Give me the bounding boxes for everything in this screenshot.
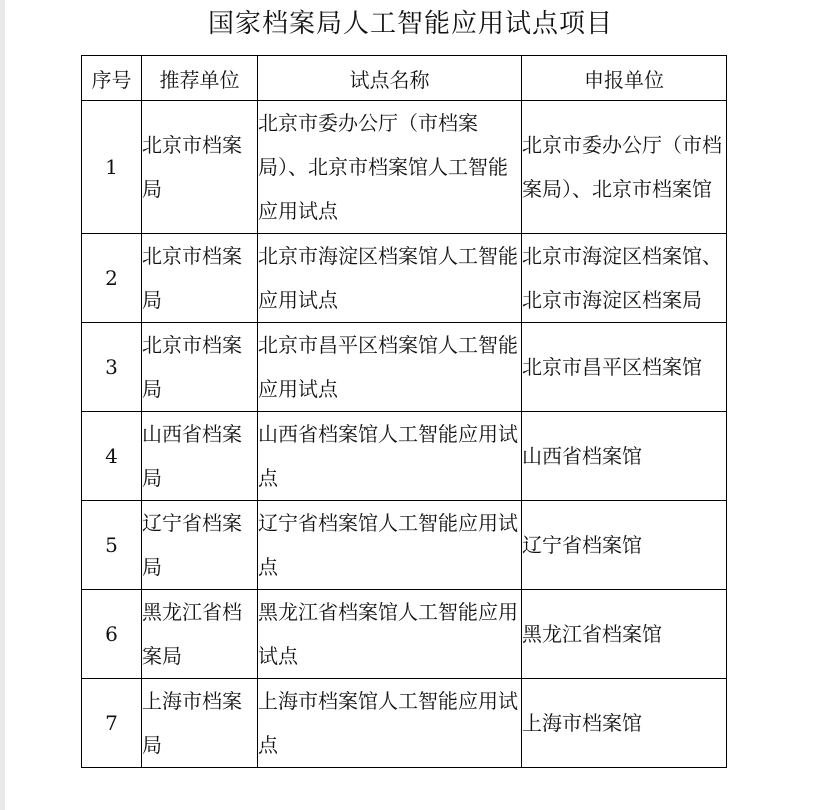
cell-recommender: 北京市档案局 bbox=[142, 101, 258, 234]
table-row bbox=[82, 412, 727, 501]
table-row bbox=[82, 234, 727, 323]
header-applicant: 申报单位 bbox=[522, 56, 727, 101]
cell-pilot-name: 北京市昌平区档案馆人工智能应用试点 bbox=[258, 323, 522, 412]
cell-applicant: 北京市海淀区档案馆、北京市海淀区档案局 bbox=[522, 234, 727, 323]
cell-applicant: 北京市昌平区档案馆 bbox=[522, 323, 727, 412]
table-row bbox=[82, 590, 727, 679]
cell-no: 5 bbox=[82, 501, 142, 590]
cell-pilot-name: 山西省档案馆人工智能应用试点 bbox=[258, 412, 522, 501]
cell-recommender: 上海市档案局 bbox=[142, 679, 258, 768]
cell-applicant: 辽宁省档案馆 bbox=[522, 501, 727, 590]
cell-pilot-name: 北京市海淀区档案馆人工智能应用试点 bbox=[258, 234, 522, 323]
cell-no: 7 bbox=[82, 679, 142, 768]
table-row bbox=[82, 679, 727, 768]
cell-no: 6 bbox=[82, 590, 142, 679]
cell-no: 1 bbox=[82, 101, 142, 234]
page-title: 国家档案局人工智能应用试点项目 bbox=[207, 9, 613, 39]
table-row bbox=[82, 323, 727, 412]
header-recommender: 推荐单位 bbox=[142, 56, 258, 101]
cell-recommender: 辽宁省档案局 bbox=[142, 501, 258, 590]
cell-recommender: 北京市档案局 bbox=[142, 234, 258, 323]
cell-pilot-name: 黑龙江省档案馆人工智能应用试点 bbox=[258, 590, 522, 679]
cell-recommender: 山西省档案局 bbox=[142, 412, 258, 501]
header-pilot-name: 试点名称 bbox=[258, 56, 522, 101]
table-row bbox=[82, 101, 727, 234]
cell-recommender: 黑龙江省档案局 bbox=[142, 590, 258, 679]
table-header-row bbox=[82, 56, 727, 101]
cell-applicant: 黑龙江省档案馆 bbox=[522, 590, 727, 679]
cell-pilot-name: 上海市档案馆人工智能应用试点 bbox=[258, 679, 522, 768]
table-row bbox=[82, 501, 727, 590]
cell-applicant: 山西省档案馆 bbox=[522, 412, 727, 501]
cell-recommender: 北京市档案局 bbox=[142, 323, 258, 412]
header-no: 序号 bbox=[82, 56, 142, 101]
cell-no: 3 bbox=[82, 323, 142, 412]
cell-pilot-name: 北京市委办公厅（市档案局）、北京市档案馆人工智能应用试点 bbox=[258, 101, 522, 234]
cell-no: 4 bbox=[82, 412, 142, 501]
cell-pilot-name: 辽宁省档案馆人工智能应用试点 bbox=[258, 501, 522, 590]
cell-no: 2 bbox=[82, 234, 142, 323]
pilot-projects-table bbox=[81, 55, 727, 768]
page-edge bbox=[0, 0, 5, 810]
cell-applicant: 北京市委办公厅（市档案局）、北京市档案馆 bbox=[522, 101, 727, 234]
cell-applicant: 上海市档案馆 bbox=[522, 679, 727, 768]
